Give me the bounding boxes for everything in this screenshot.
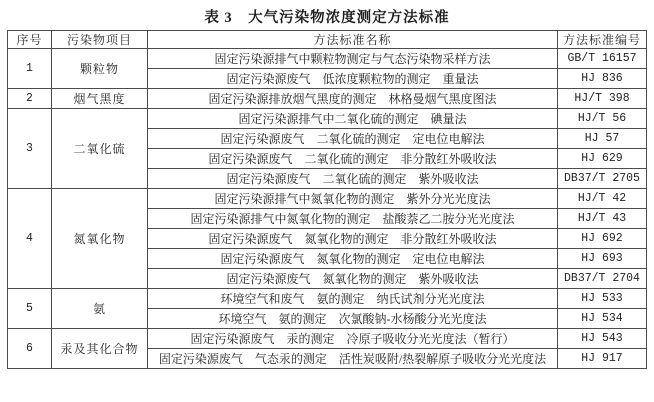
table-row [8, 289, 647, 309]
standards-table-body [8, 49, 647, 369]
standards-table [7, 30, 647, 369]
method-code-cell: HJ 693 [558, 249, 647, 269]
pollutant-cell: 氨 [52, 289, 148, 329]
method-name-cell: 固定污染源废气 低浓度颗粒物的测定 重量法 [148, 69, 558, 89]
pollutant-cell: 二氧化硫 [52, 109, 148, 189]
method-code-cell: HJ/T 56 [558, 109, 647, 129]
method-name-cell: 固定污染源排气中氮氧化物的测定 紫外分光光度法 [148, 189, 558, 209]
serial-number-cell: 4 [8, 189, 52, 289]
serial-number-cell: 5 [8, 289, 52, 329]
method-name-cell: 固定污染源废气 二氧化硫的测定 紫外吸收法 [148, 169, 558, 189]
pollutant-cell: 汞及其化合物 [52, 329, 148, 369]
method-name-cell: 固定污染源排气中氮氧化物的测定 盐酸萘乙二胺分光光度法 [148, 209, 558, 229]
method-code-cell: HJ 534 [558, 309, 647, 329]
header-serial-number: 序号 [8, 31, 52, 49]
method-code-cell: HJ 692 [558, 229, 647, 249]
method-code-cell: HJ 836 [558, 69, 647, 89]
method-code-cell: HJ 57 [558, 129, 647, 149]
method-name-cell: 环境空气和废气 氨的测定 纳氏试剂分光光度法 [148, 289, 558, 309]
table-title: 表 3 大气污染物浓度测定方法标准 [204, 10, 450, 26]
header-pollutant-item: 污染物项目 [52, 31, 148, 49]
method-code-cell: HJ/T 42 [558, 189, 647, 209]
pollutant-cell: 烟气黑度 [52, 89, 148, 109]
method-code-cell: HJ 629 [558, 149, 647, 169]
method-name-cell: 固定污染源废气 汞的测定 冷原子吸收分光光度法（暂行） [148, 329, 558, 349]
method-name-cell: 环境空气 氨的测定 次氯酸钠-水杨酸分光光度法 [148, 309, 558, 329]
method-name-cell: 固定污染源废气 氮氧化物的测定 紫外吸收法 [148, 269, 558, 289]
method-name-cell: 固定污染源废气 氮氧化物的测定 定电位电解法 [148, 249, 558, 269]
method-code-cell: DB37/T 2705 [558, 169, 647, 189]
method-name-cell: 固定污染源排气中二氧化硫的测定 碘量法 [148, 109, 558, 129]
method-code-cell: HJ/T 398 [558, 89, 647, 109]
table-row [8, 109, 647, 129]
method-name-cell: 固定污染源废气 二氧化硫的测定 非分散红外吸收法 [148, 149, 558, 169]
pollutant-cell: 颗粒物 [52, 49, 148, 89]
method-code-cell: HJ 533 [558, 289, 647, 309]
serial-number-cell: 6 [8, 329, 52, 369]
method-name-cell: 固定污染源排气中颗粒物测定与气态污染物采样方法 [148, 49, 558, 69]
table-row [8, 49, 647, 69]
method-name-cell: 固定污染源废气 气态汞的测定 活性炭吸附/热裂解原子吸收分光光度法 [148, 349, 558, 369]
table-row [8, 189, 647, 209]
pollutant-cell: 氮氧化物 [52, 189, 148, 289]
method-name-cell: 固定污染源排放烟气黑度的测定 林格曼烟气黑度图法 [148, 89, 558, 109]
method-name-cell: 固定污染源废气 二氧化硫的测定 定电位电解法 [148, 129, 558, 149]
method-code-cell: DB37/T 2704 [558, 269, 647, 289]
method-code-cell: HJ 543 [558, 329, 647, 349]
method-code-cell: HJ 917 [558, 349, 647, 369]
table-row [8, 89, 647, 109]
method-code-cell: GB/T 16157 [558, 49, 647, 69]
header-method-standard-code: 方法标准编号 [558, 31, 647, 49]
method-code-cell: HJ/T 43 [558, 209, 647, 229]
serial-number-cell: 1 [8, 49, 52, 89]
table-row [8, 329, 647, 349]
serial-number-cell: 2 [8, 89, 52, 109]
header-method-standard-name: 方法标准名称 [148, 31, 558, 49]
method-name-cell: 固定污染源废气 氮氧化物的测定 非分散红外吸收法 [148, 229, 558, 249]
table-header-row [8, 31, 647, 49]
serial-number-cell: 3 [8, 109, 52, 189]
